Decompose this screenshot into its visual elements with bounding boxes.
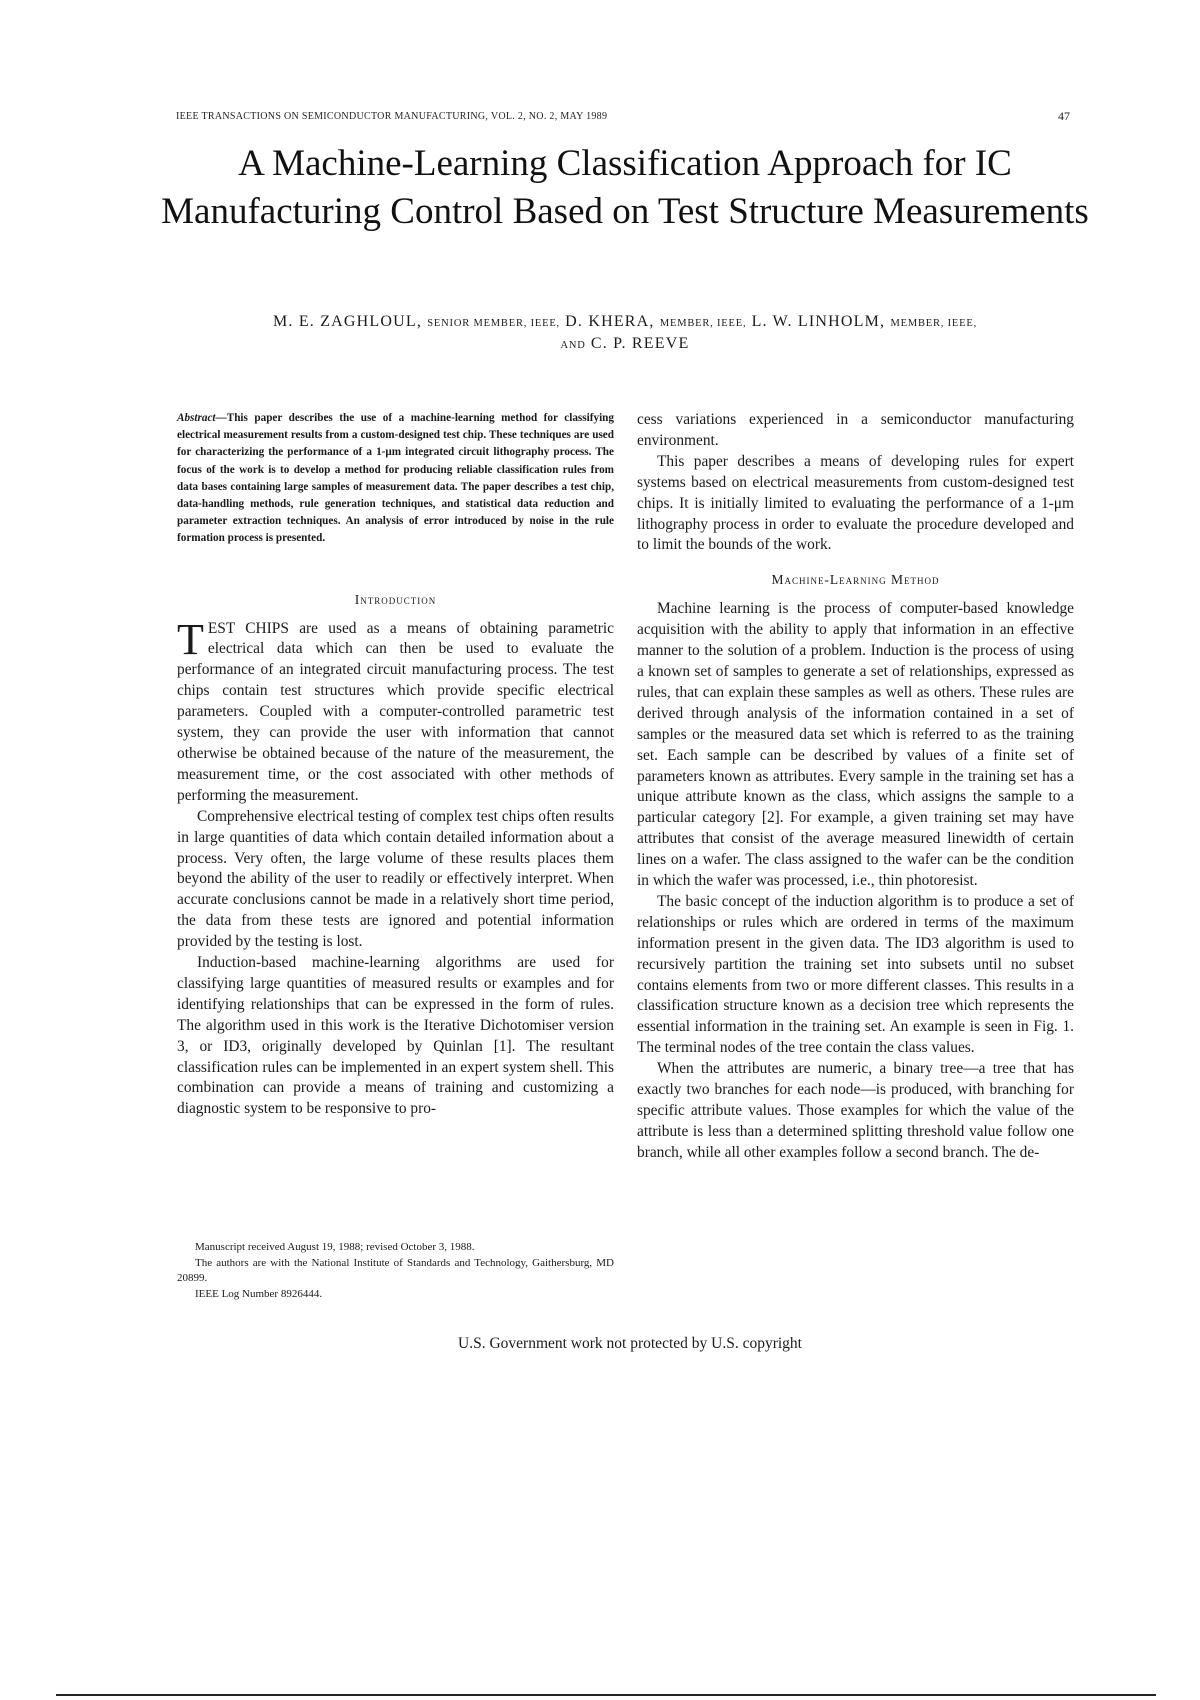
method-paragraph: When the attributes are numeric, a binary tree—a tree that has exactly two branches for each node—is produced, with branching for specific attribute values. Those examples for which the value of the attribute is less than a determined splitting threshold value follow one branch, while all other examples follow a second branch. The de- bbox=[637, 1060, 1074, 1161]
author-conjunction: AND bbox=[560, 340, 586, 351]
method-paragraph: The basic concept of the induction algorithm is to produce a set of relationships or rules which are ordered in terms of the maximum information present in the given data. The ID3 algorithm is used to recursively partition the training set into subsets until no subset contains elements from two or more different classes. This results in a classification structure known as a decision tree which represents the essential information in the training set. An example is seen in Fig. 1. The terminal nodes of the tree contain the class values. bbox=[637, 892, 1074, 1057]
author-role: MEMBER, IEEE, bbox=[890, 318, 977, 329]
footnotes bbox=[177, 1240, 614, 1302]
abstract-label: Abstract bbox=[177, 412, 216, 424]
running-head: IEEE TRANSACTIONS ON SEMICONDUCTOR MANUFACTURING, VOL. 2, NO. 2, MAY 1989 bbox=[176, 111, 608, 122]
section-heading-introduction: Introduction bbox=[354, 591, 437, 607]
drop-cap: T bbox=[177, 614, 204, 664]
right-column bbox=[637, 410, 1074, 1164]
author-name: M. E. ZAGHLOUL, bbox=[273, 313, 423, 330]
page-number: 47 bbox=[1058, 109, 1070, 123]
continuation-paragraph: cess variations experienced in a semiconductor manufacturing environment. bbox=[637, 411, 1074, 449]
intro-paragraph bbox=[177, 614, 614, 807]
intro-paragraph: Comprehensive electrical testing of complex test chips often results in large quantities of data which contain detailed information about a process. Very often, the large volume of these results places them beyond the ability of the user to readily or effectively interpret. When accurate conclusions cannot be made in a relatively short time period, the data from these tests are ignored and potential information provided by the testing is lost. bbox=[177, 807, 614, 951]
author-name: D. KHERA, bbox=[565, 313, 655, 330]
author-list bbox=[170, 312, 1080, 356]
footnote: Manuscript received August 19, 1988; revised October 3, 1988. bbox=[195, 1241, 475, 1253]
author-name: C. P. REEVE bbox=[590, 335, 690, 352]
method-paragraph: Machine learning is the process of computer-based knowledge acquisition with the ability to apply that information in an effective manner to the solution of a problem. Induction is the process of using a known set of samples to generate a set of relationships, expressed as rules, that can explain these samples as well as others. These rules are derived through analysis of the information contained in a set of samples or the measured data set which is referred to as the training set. Each sample can be described by values of a finite set of parameters known as attributes. Every sample in the training set has a unique attribute known as the class, which assigns the sample to a particular category [2]. For example, a given training set may have attributes that consist of the average measured linewidth of certain lines on a wafer. The class assigned to the wafer can be the condition in which the wafer was processed, i.e., thin photoresist. bbox=[637, 600, 1074, 890]
copyright-notice: U.S. Government work not protected by U.S. copyright bbox=[458, 1335, 802, 1352]
author-role: MEMBER, IEEE, bbox=[659, 318, 747, 329]
abstract-text: —This paper describes the use of a machine-learning method for classifying electrical measurement results from a custom-designed test chip. These techniques are used for characterizing the performance of a 1-μm integrated circuit lithography process. The focus of the work is to develop a method for producing reliable classification rules from data bases containing large samples of measurement data. The paper describes a test chip, data-handling methods, rule generation techniques, and statistical data reduction and parameter extraction techniques. An analysis of error introduced by noise in the rule formation process is presented. bbox=[177, 412, 614, 545]
footnote: The authors are with the National Institute of Standards and Technology, Gaithersburg, MD 20899. bbox=[177, 1256, 614, 1284]
intro-paragraph-text: EST CHIPS are used as a means of obtaining parametric electrical data which can then be used to evaluate the performance of an integrated circuit manufacturing process. The test chips contain test structures which provide specific electrical parameters. Coupled with a computer-controlled parametric test system, they can provide the user with information that cannot otherwise be obtained because of the nature of the measurement, the measurement time, or the cost associated with other methods of performing the measurement. bbox=[177, 619, 614, 804]
left-column bbox=[177, 410, 614, 1120]
paper-title: A Machine-Learning Classification Approach for IC Manufacturing Control Based on Test Structure Measurements bbox=[161, 143, 1089, 232]
bottom-rule bbox=[56, 1694, 1156, 1696]
body-paragraph: This paper describes a means of developing rules for expert systems based on electrical measurements from custom-designed test chips. It is initially limited to evaluating the performance of a 1-μm lithography process in order to evaluate the procedure developed and to limit the bounds of the work. bbox=[637, 452, 1074, 554]
footnote: IEEE Log Number 8926444. bbox=[195, 1287, 323, 1300]
section-heading-method: Machine-Learning Method bbox=[771, 572, 940, 588]
intro-paragraph: Induction-based machine-learning algorithms are used for classifying large quantities of measured results or examples and for identifying relationships that can be expressed in the form of rules. The algorithm used in this work is the Iterative Dichotomiser version 3, or ID3, originally developed by Quinlan [1]. The resultant classification rules can be implemented in an expert system shell. This combination can provide a means of training and customizing a diagnostic system to be responsive to pro- bbox=[177, 954, 614, 1118]
author-name: L. W. LINHOLM, bbox=[751, 313, 886, 330]
author-role: SENIOR MEMBER, IEEE, bbox=[427, 318, 560, 329]
abstract bbox=[177, 410, 614, 548]
